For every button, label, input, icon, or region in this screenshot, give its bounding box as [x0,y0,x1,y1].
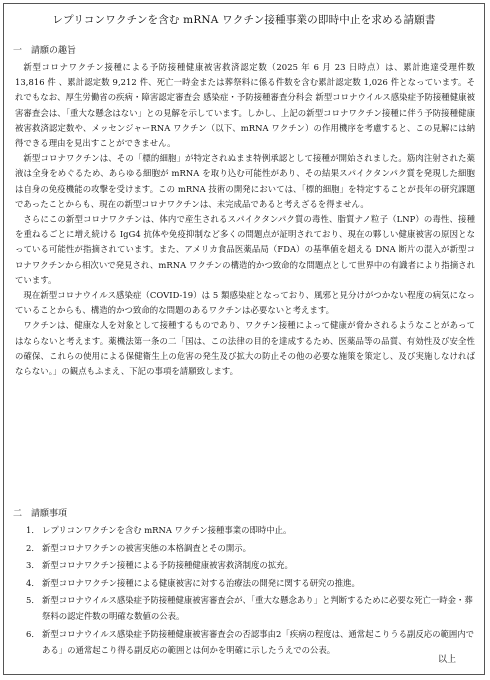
petition-document [3,3,485,675]
request-item [26,557,481,575]
request-number: 2． [26,542,40,553]
document-title: レプリコンワクチンを含む mRNA ワクチン接種事業の即時中止を求める請願書 [52,14,436,26]
request-number: 6． [26,628,40,639]
request-number: 4． [26,577,40,588]
request-text: 新型コロナウイルス感染症予防接種健康被害審査会の否認事由2「疾病の程度は、通常起こりうる副反応の範囲内である」の通常起こり得る副反応の範囲とは何かを明確に示したうえでの公表。 [42,628,474,655]
request-number: 3． [26,560,40,571]
request-text: 新型コロナワクチンの被害実態の本格調査とその開示。 [42,542,251,553]
purpose-body [15,60,475,379]
purpose-paragraph-3: さらにこの新型コロナワクチンは、体内で産生されるスパイクタンパク質の毒性、脂質ナノ粒子（LNP）の毒性、接種を重ねるごとに増え続ける IgG4 抗体や免疫抑制など多くの問題点が証明されており、現在の夥しい健康被害の原因となっている可能性が指摘されています。また、アメリカ食品医薬品局（FDA）の基準値を超える DNA 断片の混入が新型コロナワクチンから相次いで発見され、mRNA ワクチンの構造的かつ致命的な問題点として世界中の有識者により指摘されています。 [15,214,475,285]
purpose-paragraph-1: 新型コロナワクチン接種による予防接種健康被害救済認定数（2025 年 6 月 23 日時点）は、累計進達受理件数 13,816 件 、累計認定数 9,212 件、死亡一時金または葬祭料に係る件数を含む累計認定数 1,026 件となっています。それでもなお、厚生労働省の疾病・障害認定審査会 感染症・予防接種審査分科会 新型コロナウイルス感染症予防接種健康被害審査会は、「重大な懸念はない」との見解を示しています。しかし、上記の新型コロナワクチン接種に伴う予防接種健康被害救済認定数や、メッセンジャーRNA ワクチン（以下、mRNA ワクチン）の作用機序を考慮すると、この見解には納得できる理由を見出すことができません。 [15,62,475,149]
request-item [26,522,481,540]
purpose-paragraph-4: 現在新型コロナウイルス感染症（COVID-19）は 5 類感染症となっており、風邪と見分けがつかない程度の病気になっていることからも、構造的かつ致命的な問題のあるワクチンは必要ないと考えます。 [15,290,475,316]
section-heading-requests: 二 請願事項 [13,509,68,519]
request-item [26,592,481,624]
request-number: 5． [26,595,40,606]
closing-mark: 以上 [437,654,456,665]
request-text: 新型コロナワクチン接種による健康被害に対する治療法の開発に関する研究の推進。 [42,577,360,588]
request-item [26,575,481,593]
request-item [26,626,481,658]
request-number: 1． [26,525,40,535]
request-text: レプリコンワクチンを含む mRNA ワクチン接種事業の即時中止。 [42,525,292,535]
request-list [26,522,481,660]
purpose-paragraph-5: ワクチンは、健康な人を対象として接種するものであり、ワクチン接種によって健康が脅かされるようなことがあってはならないと考えます。薬機法第一条の二「国は、この法律の目的を達成するため、医薬品等の品質、有効性及び安全性の確保、これらの使用による保健衛生上の危害の発生及び拡大の防止その他の必要な施策を策定し、及び実施しなければならない。」の観点もふまえ、下記の事項を請願致します。 [15,320,475,377]
section-heading-purpose: 一 請願の趣旨 [13,46,77,56]
request-text: 新型コロナウイルス感染症予防接種健康被害審査会が、「重大な懸念あり」と判断するために必要な死亡一時金・葬祭料の認定件数の明確な数値の公表。 [42,595,473,622]
request-text: 新型コロナワクチン接種による予防接種健康被害救済制度の拡充。 [42,560,293,571]
purpose-paragraph-2: 新型コロナワクチンは、その「標的細胞」が特定されぬまま特例承認として接種が開始されました。筋肉注射された薬液は全身をめぐるため、あらゆる細胞が mRNA を取り込む可能性があり、その結果スパイクタンパク質を発現した細胞は自身の免疫機能の攻撃を受けます。この mRNA 技術の開発においては、「標的細胞」を特定することが長年の研究課題であったことからも、現在の新型コロナワクチンは、未完成品であると考えざるを得ません。 [15,153,475,209]
request-item [26,540,481,558]
